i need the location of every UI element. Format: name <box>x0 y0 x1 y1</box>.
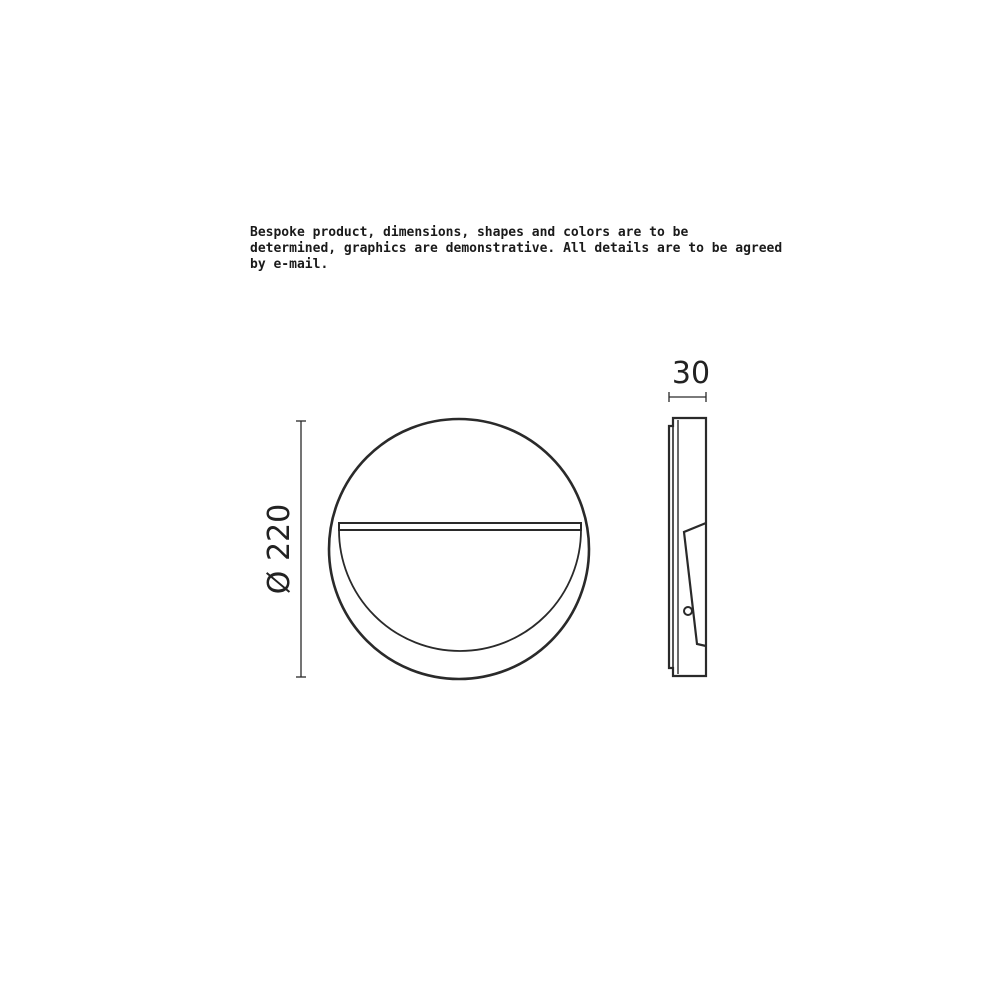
front-view-outer-ring <box>329 419 589 679</box>
depth-dimension <box>669 392 706 402</box>
side-view-body <box>669 418 706 676</box>
diameter-dimension <box>296 421 306 677</box>
disclaimer-line-1: Bespoke product, dimensions, shapes and colors are to be <box>250 225 689 240</box>
disclaimer-line-2: determined, graphics are demonstrative. All details are to be agreed <box>250 241 783 256</box>
front-view-lower-lens <box>339 530 581 651</box>
front-view <box>329 419 589 679</box>
side-view-visor <box>684 523 706 646</box>
depth-label: 30 <box>671 356 711 391</box>
diameter-label: Ø 220 <box>262 503 297 595</box>
front-view-light-slot <box>339 523 581 530</box>
side-view-screw <box>684 607 692 615</box>
side-view <box>669 418 706 676</box>
disclaimer-line-3: by e-mail. <box>250 257 329 272</box>
